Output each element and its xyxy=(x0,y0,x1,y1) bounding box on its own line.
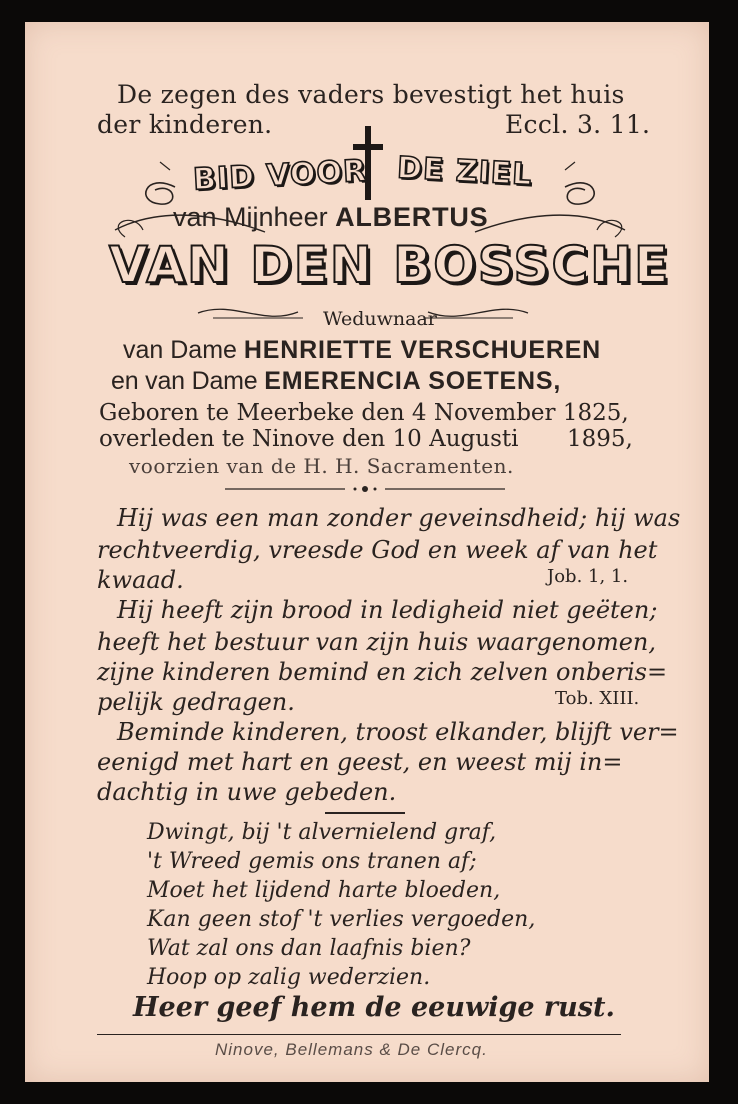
deceased-title-line xyxy=(173,202,489,233)
text-p1-line3: kwaad. xyxy=(97,566,184,594)
death-year: 1895, xyxy=(567,426,633,452)
reference-tobit: Tob. XIII. xyxy=(555,688,640,709)
printer-imprint: Ninove, Bellemans & De Clercq. xyxy=(215,1040,488,1059)
text-p2-line1: Hij heeft zijn brood in ledigheid niet geëten; xyxy=(117,596,658,624)
deceased-surname: VAN DEN BOSSCHE xyxy=(109,236,671,294)
spouse-2-line xyxy=(111,367,561,396)
small-divider xyxy=(225,482,505,496)
spouse-2-prefix: en van Dame xyxy=(111,367,258,395)
verse-line-1: Dwingt, bij 't alvernielend graf, xyxy=(147,820,497,845)
motto-line-1: De zegen des vaders bevestigt het huis xyxy=(117,80,625,109)
death-line: overleden te Ninove den 10 Augusti xyxy=(99,426,519,452)
verse-line-5: Wat zal ons dan laafnis bien? xyxy=(147,936,471,961)
text-p2-line4: pelijk gedragen. xyxy=(97,688,295,716)
banner-left-text: BID VOOR xyxy=(192,153,368,198)
verse-separator xyxy=(325,812,405,814)
text-p3-line3: dachtig in uwe gebeden. xyxy=(97,778,397,806)
motto-line-2-left: der kinderen. xyxy=(97,110,273,139)
bottom-rule xyxy=(97,1034,621,1035)
text-p2-line3: zijne kinderen bemind en zich zelven onberis= xyxy=(97,658,668,686)
reference-job: Job. 1, 1. xyxy=(547,566,629,587)
spouse-1-line xyxy=(123,336,601,365)
spouse-2-name: EMERENCIA SOETENS, xyxy=(264,367,562,395)
text-p1-line2: rechtveerdig, vreesde God en week af van het xyxy=(97,536,658,564)
text-p2-line2: heeft het bestuur van zijn huis waargenomen, xyxy=(97,628,656,656)
birth-line: Geboren te Meerbeke den 4 November 1825, xyxy=(99,400,629,426)
deceased-prefix: van Mijnheer xyxy=(173,202,328,232)
closing-prayer: Heer geef hem de eeuwige rust. xyxy=(133,992,615,1023)
spouse-1-prefix: van Dame xyxy=(123,336,237,364)
text-p1-line1: Hij was een man zonder geveinsdheid; hij was xyxy=(117,504,681,532)
verse-line-6: Hoop op zalig wederzien. xyxy=(147,965,431,990)
text-p3-line1: Beminde kinderen, troost elkander, blijft ver= xyxy=(117,718,679,746)
verse-line-3: Moet het lijdend harte bloeden, xyxy=(147,878,501,903)
deceased-first-name: ALBERTUS xyxy=(335,202,489,232)
verse-line-2: 't Wreed gemis ons tranen af; xyxy=(147,849,477,874)
motto-reference: Eccl. 3. 11. xyxy=(505,110,651,139)
memorial-card xyxy=(25,22,709,1082)
status-widower: Weduwnaar xyxy=(323,308,437,330)
banner-right-text: DE ZIEL xyxy=(396,150,534,193)
verse-line-4: Kan geen stof 't verlies vergoeden, xyxy=(147,907,536,932)
sacraments-line: voorzien van de H. H. Sacramenten. xyxy=(129,454,514,478)
text-p3-line2: eenigd met hart en geest, en weest mij in= xyxy=(97,748,623,776)
spouse-1-name: HENRIETTE VERSCHUEREN xyxy=(243,336,602,364)
